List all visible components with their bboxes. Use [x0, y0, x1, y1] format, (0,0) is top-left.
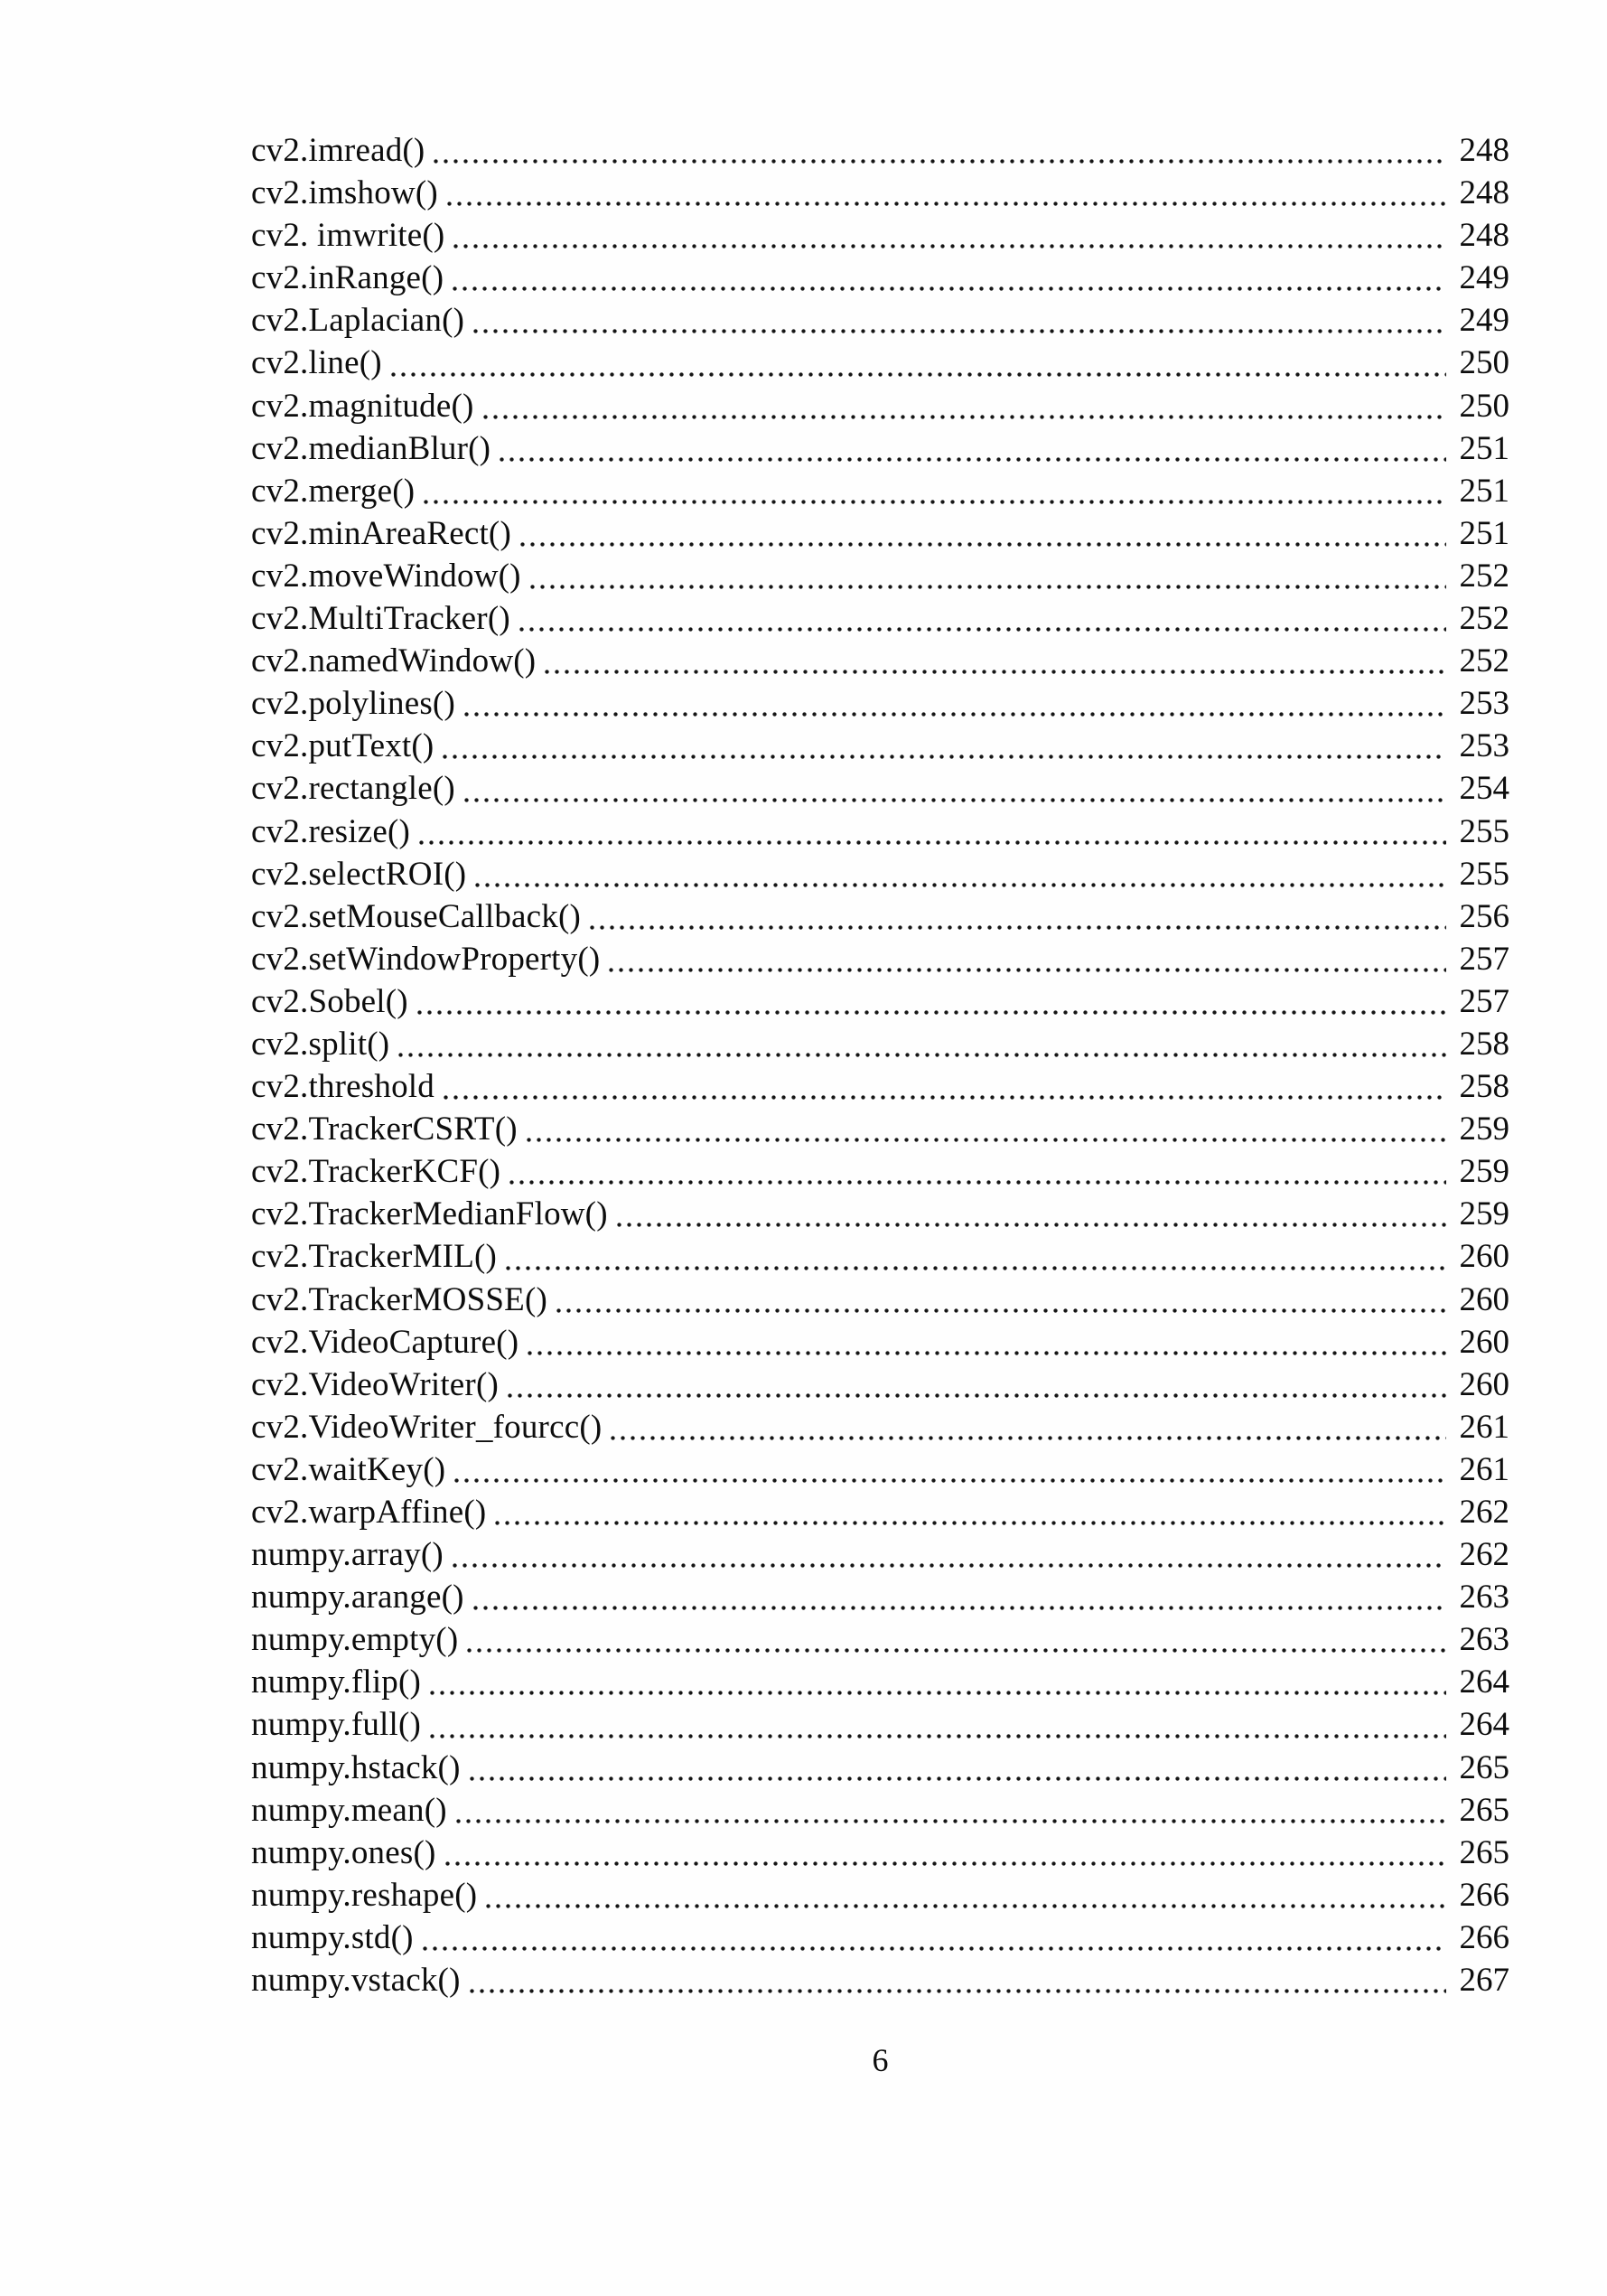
toc-entry-page: 265	[1459, 1791, 1509, 1829]
toc-entry-page: 249	[1459, 259, 1509, 297]
toc-entry-label: cv2.Laplacian()	[251, 302, 465, 340]
toc-entry-label: numpy.arange()	[251, 1579, 464, 1617]
toc-entry	[251, 1747, 1509, 1789]
dot-leader	[419, 840, 1446, 845]
toc-entry	[251, 1789, 1509, 1832]
toc-entry	[251, 1576, 1509, 1618]
dot-leader	[453, 286, 1446, 291]
toc-entry-label: numpy.hstack()	[251, 1748, 461, 1786]
toc-entry-page: 250	[1459, 344, 1509, 382]
toc-entry-page: 248	[1459, 174, 1509, 212]
toc-entry	[251, 1364, 1509, 1406]
toc-entry-label: cv2.MultiTracker()	[251, 600, 510, 638]
dot-leader	[464, 712, 1446, 717]
dot-leader	[417, 1010, 1446, 1015]
toc-entry-label: cv2.minAreaRect()	[251, 514, 511, 552]
toc-entry	[251, 1491, 1509, 1533]
toc-entry-label: cv2.setMouseCallback()	[251, 897, 582, 935]
toc-entry-label: numpy.full()	[251, 1706, 422, 1744]
toc-entry-label: cv2.inRange()	[251, 259, 444, 297]
dot-leader	[617, 1223, 1446, 1227]
toc-entry-page: 259	[1459, 1195, 1509, 1233]
toc-entry-page: 260	[1459, 1238, 1509, 1276]
toc-entry-label: numpy.vstack()	[251, 1962, 461, 2000]
toc-entry-label: cv2.TrackerMedianFlow()	[251, 1195, 608, 1233]
toc-entry-page: 258	[1459, 1068, 1509, 1106]
toc-entry	[251, 1406, 1509, 1448]
toc-entry-label: cv2.TrackerMOSSE()	[251, 1280, 548, 1318]
toc-entry-page: 266	[1459, 1918, 1509, 1956]
toc-entry-label: cv2.medianBlur()	[251, 429, 491, 467]
toc-entry-label: cv2.imshow()	[251, 174, 438, 212]
toc-entry-page: 252	[1459, 642, 1509, 680]
dot-leader	[434, 159, 1446, 164]
toc-entry-label: cv2.warpAffine()	[251, 1494, 487, 1531]
dot-leader	[475, 883, 1446, 887]
dot-leader	[453, 244, 1446, 248]
toc-entry-label: cv2.polylines()	[251, 685, 455, 723]
toc-entry-page: 252	[1459, 600, 1509, 638]
toc-entry-label: numpy.empty()	[251, 1621, 459, 1659]
page-number: 6	[872, 2042, 889, 2078]
toc-entry-label: cv2.setWindowProperty()	[251, 940, 601, 978]
toc-entry	[251, 1448, 1509, 1491]
toc-entry-page: 251	[1459, 472, 1509, 510]
toc-entry	[251, 1150, 1509, 1193]
toc-entry-label: cv2.threshold	[251, 1068, 434, 1106]
toc-entry-page: 253	[1459, 685, 1509, 723]
toc-entry-label: cv2.TrackerKCF()	[251, 1153, 501, 1191]
dot-leader	[473, 1606, 1446, 1610]
dot-leader	[483, 415, 1447, 419]
toc-entry	[251, 640, 1509, 682]
toc-entry-page: 257	[1459, 982, 1509, 1020]
toc-entry-page: 249	[1459, 302, 1509, 340]
toc-entry	[251, 342, 1509, 384]
toc-entry-page: 259	[1459, 1111, 1509, 1148]
toc-entry-page: 267	[1459, 1962, 1509, 2000]
toc-entry-label: cv2.waitKey()	[251, 1450, 446, 1488]
toc-entry-page: 248	[1459, 217, 1509, 255]
dot-leader	[456, 1819, 1446, 1823]
toc-entry	[251, 853, 1509, 895]
toc-entry-label: cv2.Sobel()	[251, 982, 408, 1020]
toc-entry	[251, 1321, 1509, 1364]
toc-entry	[251, 1703, 1509, 1746]
toc-entry	[251, 1916, 1509, 1959]
toc-entry-page: 264	[1459, 1663, 1509, 1701]
dot-leader	[453, 1563, 1446, 1568]
toc-entry-label: cv2.VideoCapture()	[251, 1323, 519, 1361]
toc-entry-page: 265	[1459, 1748, 1509, 1786]
toc-entry	[251, 555, 1509, 597]
toc-entry-page: 250	[1459, 387, 1509, 425]
toc-entry-page: 255	[1459, 812, 1509, 850]
toc-entry	[251, 938, 1509, 980]
toc-entry-page: 263	[1459, 1621, 1509, 1659]
toc-entry-page: 260	[1459, 1323, 1509, 1361]
toc-entry-label: cv2. imwrite()	[251, 217, 445, 255]
toc-entry-label: numpy.array()	[251, 1536, 444, 1574]
toc-entry-page: 261	[1459, 1408, 1509, 1446]
toc-entry-page: 266	[1459, 1876, 1509, 1914]
dot-leader	[447, 201, 1446, 206]
dot-leader	[520, 542, 1446, 547]
dot-leader	[443, 754, 1446, 759]
dot-leader	[445, 1861, 1447, 1866]
toc-entry	[251, 1618, 1509, 1661]
toc-entry	[251, 895, 1509, 938]
toc-entry-label: numpy.reshape()	[251, 1876, 478, 1914]
dot-leader	[611, 1436, 1446, 1440]
toc-entry-page: 264	[1459, 1706, 1509, 1744]
dot-leader	[508, 1393, 1446, 1398]
toc-entry-label: cv2.VideoWriter_fourcc()	[251, 1408, 603, 1446]
toc-entry-label: numpy.ones()	[251, 1833, 436, 1871]
toc-entry	[251, 811, 1509, 853]
dot-leader	[545, 670, 1446, 674]
toc-entry-label: cv2.resize()	[251, 812, 410, 850]
dot-leader	[467, 1648, 1446, 1653]
toc-entry	[251, 172, 1509, 214]
dot-leader	[430, 1734, 1446, 1738]
toc-entry-page: 251	[1459, 514, 1509, 552]
dot-leader	[473, 329, 1446, 333]
toc-entry-label: cv2.putText()	[251, 727, 434, 765]
toc-entry-label: cv2.VideoWriter()	[251, 1365, 499, 1403]
toc-entry-page: 258	[1459, 1025, 1509, 1063]
toc-entry	[251, 980, 1509, 1023]
toc-entry-page: 251	[1459, 429, 1509, 467]
dot-leader	[444, 1095, 1446, 1100]
toc-entry	[251, 257, 1509, 299]
dot-leader	[609, 968, 1446, 972]
toc-entry-label: cv2.moveWindow()	[251, 557, 521, 595]
toc-entry-label: cv2.rectangle()	[251, 770, 455, 808]
dot-leader	[528, 1351, 1446, 1355]
toc-entry-label: cv2.TrackerCSRT()	[251, 1111, 518, 1148]
dot-leader	[506, 1266, 1446, 1270]
toc-entry	[251, 1832, 1509, 1874]
dot-leader	[527, 1138, 1446, 1142]
toc-entry-page: 255	[1459, 855, 1509, 893]
toc-entry	[251, 1065, 1509, 1108]
toc-entry	[251, 597, 1509, 640]
toc-entry	[251, 470, 1509, 512]
toc-entry-label: cv2.line()	[251, 344, 382, 382]
toc-entry-page: 253	[1459, 727, 1509, 765]
dot-leader	[430, 1691, 1446, 1695]
toc-entry-page: 260	[1459, 1365, 1509, 1403]
toc-entry-page: 256	[1459, 897, 1509, 935]
toc-entry	[251, 1661, 1509, 1703]
toc-entry-label: cv2.namedWindow()	[251, 642, 537, 680]
toc-entry	[251, 427, 1509, 470]
toc-entry	[251, 1959, 1509, 2001]
toc-entry-page: 263	[1459, 1579, 1509, 1617]
toc-entry	[251, 214, 1509, 257]
toc-entry-label: cv2.TrackerMIL()	[251, 1238, 498, 1276]
toc-entry-label: cv2.magnitude()	[251, 387, 474, 425]
toc-entry-label: numpy.std()	[251, 1918, 414, 1956]
dot-leader	[423, 1946, 1446, 1951]
dot-leader	[495, 1521, 1446, 1525]
toc-entry	[251, 1279, 1509, 1321]
toc-entry-label: cv2.split()	[251, 1025, 390, 1063]
toc-entry	[251, 725, 1509, 767]
dot-leader	[454, 1478, 1446, 1483]
toc-entry	[251, 299, 1509, 342]
dot-leader	[486, 1904, 1446, 1908]
dot-leader	[556, 1308, 1446, 1313]
toc-entry-label: cv2.selectROI()	[251, 855, 467, 893]
toc-entry	[251, 1235, 1509, 1278]
toc-entry-page: 265	[1459, 1833, 1509, 1871]
toc-entry-page: 254	[1459, 770, 1509, 808]
toc-entry	[251, 1193, 1509, 1235]
toc-entry-label: numpy.flip()	[251, 1663, 422, 1701]
toc-entry-page: 262	[1459, 1536, 1509, 1574]
dot-leader	[500, 457, 1446, 462]
dot-leader	[470, 1776, 1446, 1781]
toc-entry-page: 248	[1459, 132, 1509, 169]
dot-leader	[398, 1053, 1446, 1057]
dot-leader	[519, 627, 1446, 632]
toc-entry	[251, 129, 1509, 172]
toc-entry-label: cv2.imread()	[251, 132, 425, 169]
toc-entry	[251, 1108, 1509, 1150]
toc-entry	[251, 385, 1509, 427]
toc-entry	[251, 1023, 1509, 1065]
dot-leader	[590, 925, 1446, 930]
toc-entry	[251, 1874, 1509, 1916]
toc-entry-page: 262	[1459, 1494, 1509, 1531]
dot-leader	[470, 1989, 1446, 1993]
dot-leader	[530, 585, 1446, 589]
toc-entry-page: 252	[1459, 557, 1509, 595]
dot-leader	[509, 1180, 1446, 1185]
toc-entry-page: 259	[1459, 1153, 1509, 1191]
toc-entry	[251, 512, 1509, 555]
toc-entry-page: 260	[1459, 1280, 1509, 1318]
toc-entry-label: numpy.mean()	[251, 1791, 447, 1829]
dot-leader	[424, 500, 1446, 504]
toc-list	[251, 129, 1509, 2001]
toc-entry	[251, 1533, 1509, 1576]
toc-entry	[251, 767, 1509, 810]
toc-entry-label: cv2.merge()	[251, 472, 416, 510]
toc-entry	[251, 682, 1509, 725]
dot-leader	[464, 798, 1446, 802]
toc-entry-page: 261	[1459, 1450, 1509, 1488]
dot-leader	[391, 372, 1446, 377]
toc-entry-page: 257	[1459, 940, 1509, 978]
